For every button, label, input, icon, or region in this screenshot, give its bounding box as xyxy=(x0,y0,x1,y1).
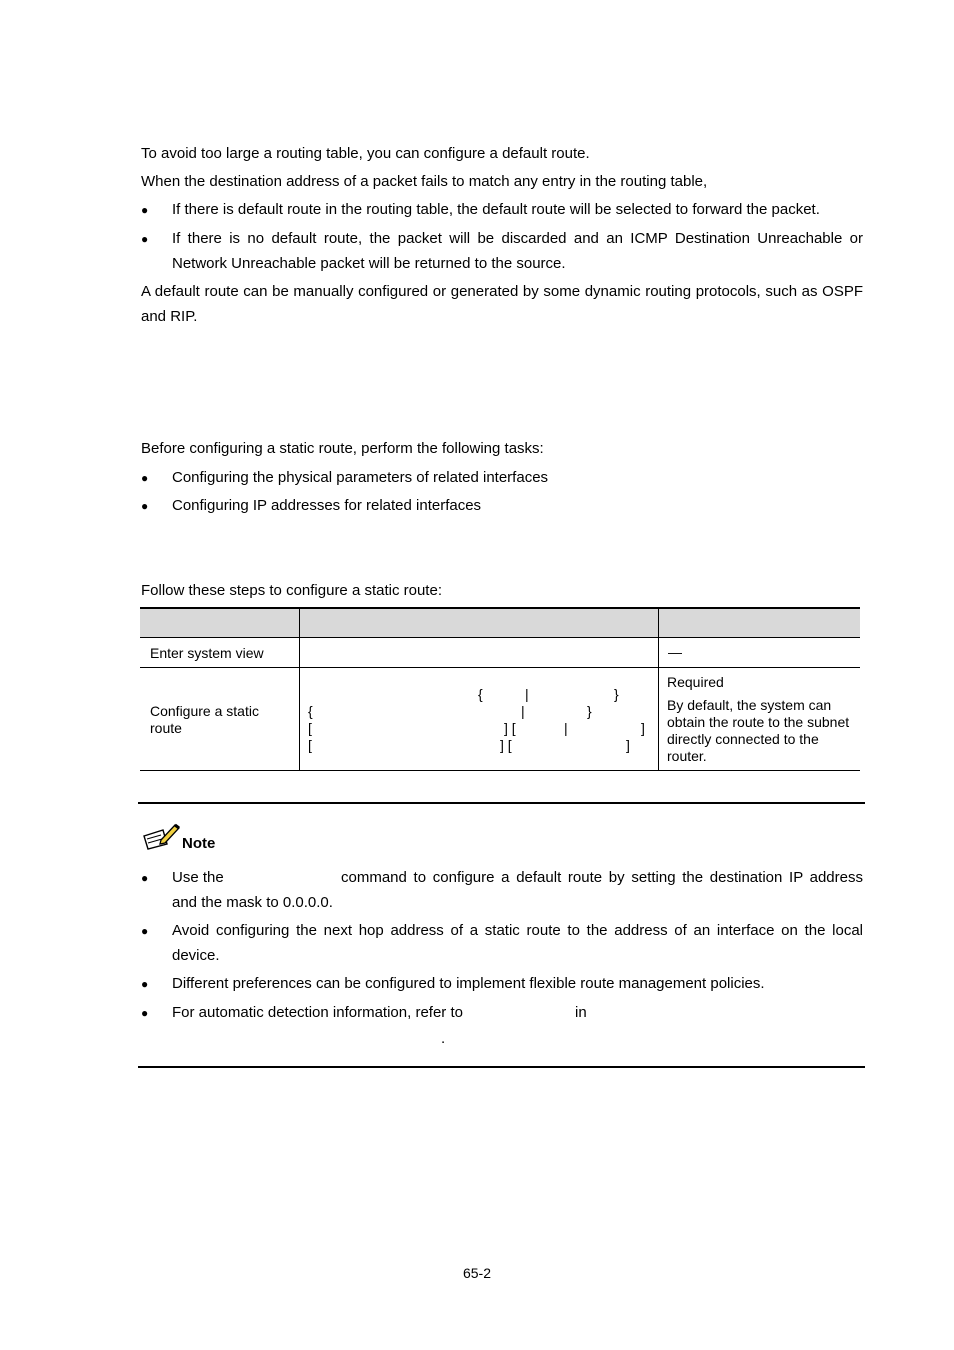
intro-paragraph-3: A default route can be manually configured or generated by some dynamic routing protocols, such as OSPF and RIP. xyxy=(141,283,863,325)
command-bracket: | xyxy=(521,703,525,719)
list-item: If there is default route in the routing table, the default route will be selected to forward the packet. xyxy=(172,201,820,218)
table-header xyxy=(140,607,860,638)
command-bracket: | xyxy=(525,686,529,702)
note-item-1: command to configure a default route by setting the destination IP address and the mask to 0.0.0.0. xyxy=(172,869,863,911)
intro-paragraph-1: To avoid too large a routing table, you can configure a default route. xyxy=(141,145,590,162)
pencil-note-icon xyxy=(141,822,181,850)
procedure-lead: Follow these steps to configure a static route: xyxy=(141,582,442,599)
remarks-required: Required xyxy=(667,674,724,690)
note-item-4: For automatic detection information, refer to xyxy=(172,1004,463,1021)
note-item-4-end: . xyxy=(441,1030,446,1047)
list-item: If there is no default route, the packet will be discarded and an ICMP Destination Unreachable or Network Unreachable packet will be returned to the source. xyxy=(172,230,863,272)
command-bracket: [ xyxy=(308,737,312,753)
note-item-1-start: Use the xyxy=(172,869,224,886)
page-number: 65-2 xyxy=(462,1265,492,1281)
table-bottom-rule xyxy=(140,770,860,771)
command-bracket: ] [ xyxy=(500,737,512,753)
table-cell-operation: Enter system view xyxy=(150,645,264,661)
procedure-table xyxy=(140,607,860,772)
bullet-icon: ● xyxy=(141,232,149,246)
note-item-2: Avoid configuring the next hop address of a static route to the address of an interface on the local device. xyxy=(172,922,863,964)
command-bracket: ] [ xyxy=(504,720,516,736)
table-cell-remarks xyxy=(667,674,857,765)
note-item-4-in: in xyxy=(575,1004,587,1021)
bullet-icon: ● xyxy=(141,1006,149,1020)
command-bracket: ] xyxy=(626,737,630,753)
row-divider xyxy=(140,637,860,638)
bullet-icon: ● xyxy=(141,203,149,217)
note-item-3: Different preferences can be configured to implement flexible route management policies. xyxy=(172,975,765,992)
table-cell-operation: Configure a static route xyxy=(150,703,259,736)
note-label: Note xyxy=(182,835,216,852)
command-bracket: ] xyxy=(641,720,645,736)
bullet-icon: ● xyxy=(141,471,149,485)
command-bracket: } xyxy=(587,703,592,719)
note-bottom-rule xyxy=(138,1066,865,1068)
list-item: Configuring IP addresses for related interfaces xyxy=(172,497,482,514)
list-item: Configuring the physical parameters of related interfaces xyxy=(172,469,549,486)
note-top-rule xyxy=(138,802,865,804)
command-bracket: { xyxy=(308,703,313,719)
command-bracket: | xyxy=(564,720,568,736)
command-bracket: { xyxy=(478,686,483,702)
intro-paragraph-2: When the destination address of a packet fails to match any entry in the routing table, xyxy=(141,173,708,190)
table-cell-remarks: — xyxy=(668,644,682,660)
bullet-icon: ● xyxy=(141,924,149,938)
column-divider xyxy=(299,607,300,770)
command-bracket: [ xyxy=(308,720,312,736)
remarks-detail: By default, the system can obtain the route to the subnet directly connected to the router. xyxy=(667,697,850,764)
prereq-lead: Before configuring a static route, perform the following tasks: xyxy=(141,440,544,457)
column-divider xyxy=(658,607,659,770)
bullet-icon: ● xyxy=(141,499,149,513)
bullet-icon: ● xyxy=(141,871,149,885)
command-bracket: } xyxy=(614,686,619,702)
row-divider xyxy=(140,667,860,668)
bullet-icon: ● xyxy=(141,977,149,991)
table-cell-command xyxy=(308,686,653,758)
